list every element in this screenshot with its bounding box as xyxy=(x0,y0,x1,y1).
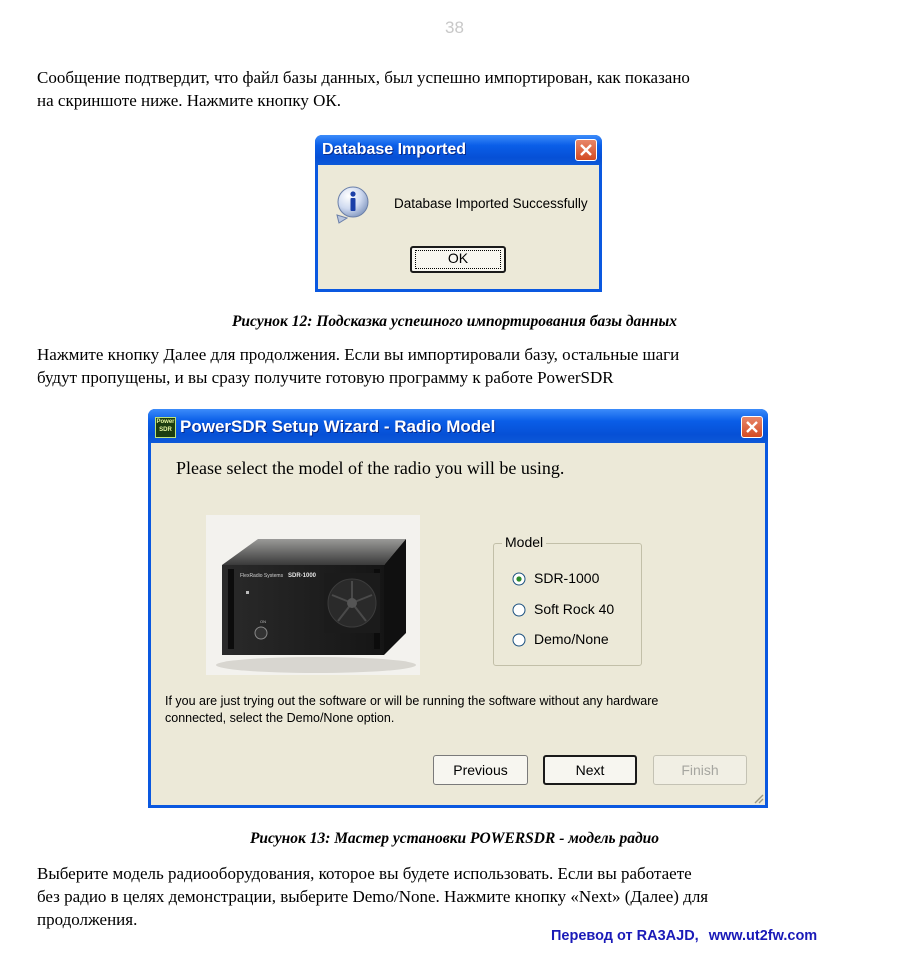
wizard-titlebar xyxy=(148,409,768,443)
dialog-titlebar xyxy=(315,135,602,165)
previous-button[interactable]: Previous xyxy=(433,755,528,785)
close-icon xyxy=(580,144,592,156)
device-model-label: SDR-1000 xyxy=(288,573,317,579)
wizard-title: PowerSDR Setup Wizard - Radio Model xyxy=(180,417,496,436)
sdr-1000-radio-image xyxy=(206,515,420,675)
next-button[interactable]: Next xyxy=(543,755,637,785)
model-groupbox: Model SDR-1000 Soft Rock 40 Demo/None xyxy=(493,543,642,666)
page-number: 38 xyxy=(445,18,464,37)
figure-12-caption: Рисунок 12: Подсказка успешного импортирования базы данных xyxy=(231,313,678,330)
radio-button[interactable] xyxy=(512,633,526,647)
ok-button[interactable]: OK xyxy=(410,246,506,273)
radio-button-selected[interactable] xyxy=(512,572,526,586)
credit-url[interactable]: www.ut2fw.com xyxy=(708,928,818,944)
intro-paragraph: Сообщение подтвердит, что файл базы данных, был успешно импортирован, как показано на скриншоте ниже. Нажмите кнопку ОК. xyxy=(37,68,690,110)
wizard-hint: If you are just trying out the software or will be running the software without any hardware connected, select the Demo/None option. xyxy=(165,694,659,725)
dialog-title: Database Imported xyxy=(322,141,467,158)
dialog-body xyxy=(318,165,599,289)
model-group-label: Model xyxy=(502,534,546,550)
setup-wizard-window xyxy=(148,409,768,808)
info-icon xyxy=(333,185,373,225)
dialog-close-button[interactable] xyxy=(575,139,597,161)
radio-button[interactable] xyxy=(512,603,526,617)
figure-13-caption: Рисунок 13: Мастер установки POWERSDR - модель радио xyxy=(249,830,660,847)
closing-paragraph: Выберите модель радиооборудования, которое вы будете использовать. Если вы работаете без радио в целях демонстрации, выберите Demo/None. Нажмите кнопку «Next» (Далее) для продолжения. xyxy=(37,864,709,929)
resize-grip-icon[interactable] xyxy=(752,792,764,804)
wizard-body xyxy=(151,443,765,805)
dialog-message: Database Imported Successfully xyxy=(394,196,588,211)
database-imported-dialog xyxy=(315,135,602,292)
wizard-close-button[interactable] xyxy=(741,416,763,438)
close-icon xyxy=(746,421,758,433)
wizard-prompt: Please select the model of the radio you will be using. xyxy=(176,458,565,478)
radio-photo xyxy=(206,515,420,675)
finish-button[interactable]: Finish xyxy=(653,755,747,785)
svg-text:ON: ON xyxy=(260,619,266,624)
powersdr-logo: Power SDR xyxy=(155,417,176,438)
device-brand-label: FlexRadio Systems xyxy=(240,573,284,579)
next-step-paragraph: Нажмите кнопку Далее для продолжения. Если вы импортировали базу, остальные шаги будут пропущены, и вы сразу получите готовую программу к работе PowerSDR xyxy=(37,345,680,387)
translation-credit: Перевод от RA3AJD, www.ut2fw.com xyxy=(551,928,818,944)
